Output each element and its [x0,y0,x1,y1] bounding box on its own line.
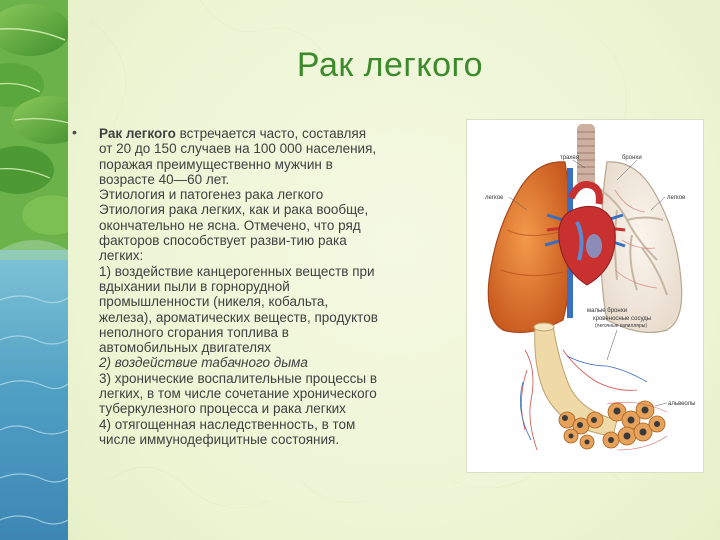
text-line: неполного сгорания топлива в [99,324,289,340]
label-lung-left: легкое [485,195,504,201]
label-capillaries: кровеносные сосуды [593,316,652,322]
text-line: туберкулезного процесса и рака легких [99,401,346,417]
text-line: 1) воздействие канцерогенных веществ при [99,263,375,279]
text-line: промышленности (никеля, кобальта, [99,294,329,310]
text-line: Этиология и патогенез рака легкого [99,187,324,203]
label-trachea: трахея [560,155,579,161]
label-bronchi: бронхи [622,155,642,161]
text-line: легких: [99,248,144,264]
text-line: вдыхании пыли в горнорудной [99,278,290,294]
decorative-left-strip [0,0,68,540]
text-line: окончательно не ясна. Отмечено, что ряд [99,217,361,233]
text-line: легких, в том числе сочетание хронического [99,386,377,402]
text-line-1: Рак легкого встречается часто, составляя [99,126,367,141]
text-line: 3) хронические воспалительные процессы в [99,370,377,386]
text-line: поражая преимущественно мужчин в [99,156,333,172]
label-lung-right: легкое [667,195,686,201]
text-line: факторов способствует разви-тию рака [99,233,347,249]
text-line-italic: 2) воздействие табачного дыма [99,355,308,371]
bullet-marker: • [72,124,77,140]
slide-body-text [99,126,439,447]
text-line: 4) отягощенная наследственность, в том [99,416,356,432]
text-line: автомобильных двигателях [99,340,272,356]
text-line: железа), ароматических веществ, продуктов [99,309,378,325]
text-line: от 20 до 150 случаев на 100 000 населения, [99,141,377,157]
slide-title: Рак легкого [296,46,484,84]
text-line: числе иммунодефицитные состояния. [99,431,340,447]
text-line: возрасте 40—60 лет. [99,171,230,187]
label-alveoli: альвеолы [668,401,696,407]
lung-anatomy-illustration [467,120,703,472]
label-small-bronchi: малые бронхи [587,308,628,314]
lung-anatomy-figure [466,119,704,473]
trachea [577,124,595,186]
label-capillaries-note: (легочные капилляры) [595,323,648,329]
lead-term: Рак легкого [99,126,176,141]
text-line: Этиология рака легких, как и рака вообще, [99,202,369,218]
left-lung [488,162,571,333]
